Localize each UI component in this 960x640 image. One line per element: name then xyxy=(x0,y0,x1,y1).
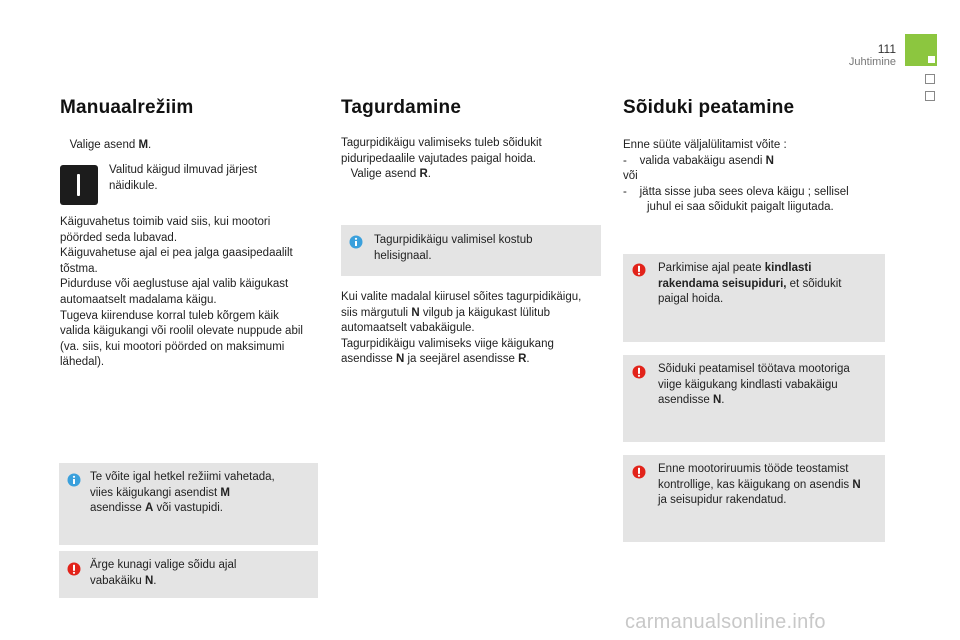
reverse-title: Tagurdamine xyxy=(341,97,462,118)
info-box-reverse-signal: Tagurpidikäigu valimisel kostub helisignaal. xyxy=(341,225,601,276)
section-label: Juhtimine xyxy=(848,56,896,68)
warning-icon xyxy=(632,465,646,479)
info-icon xyxy=(349,235,363,249)
stopping-title: Sõiduki peatamine xyxy=(623,97,795,118)
reverse-paragraph: Kui valite madalal kiirusel sõites tagurpidikäigu, siis märgutuli N vilgub ja käigukast lülitub automaatselt vabakäigule. Tagurpidikäigu valimiseks viige käigukang asendisse N ja seejärel asendisse R. xyxy=(341,291,582,366)
gear-display-image xyxy=(60,165,98,205)
warning-box-engine-bay: Enne mootoriruumis tööde teostamist kontrollige, kas käigukang on asendis N ja seisupidur rakendatud. xyxy=(623,455,885,542)
page-number: 111 xyxy=(877,42,896,56)
info-icon xyxy=(67,473,81,487)
stopping-intro: Enne süüte väljalülitamist võite : - valida vabakäigu asendi N või - jätta sisse juba sees oleva käigu ; sellisel juhul ei saa sõidukit paigalt liigutada. xyxy=(623,139,849,214)
warning-icon xyxy=(632,365,646,379)
warning-icon xyxy=(67,562,81,576)
warning-box-parking-brake: Parkimise ajal peate kindlasti rakendama seisupiduri, et sõidukit paigal hoida. xyxy=(623,254,885,342)
warning-icon xyxy=(632,263,646,277)
reverse-intro: Tagurpidikäigu valimiseks tuleb sõidukit piduripedaalile vajutades paigal hoida. Valige asend R. xyxy=(341,137,542,181)
gear-display-caption: Valitud käigud ilmuvad järjest näidikule. xyxy=(109,164,258,192)
warning-box-neutral: Ärge kunagi valige sõidu ajal vabakäiku N. xyxy=(59,551,318,598)
nav-square-1 xyxy=(925,74,935,84)
nav-square-2 xyxy=(925,91,935,101)
manual-mode-title: Manuaalrežiim xyxy=(60,97,194,118)
manual-step: Valige asend M. xyxy=(69,139,152,151)
manual-mode-paragraph: Käiguvahetus toimib vaid siis, kui mootori pöörded seda lubavad. Käiguvahetuse ajal ei pea jalga gaasipedaalilt tõstma. Pidurduse või aeglustuse ajal valib käigukast automaatselt madalama käigu. Tugeva kiirenduse korral tuleb kõrgem käik valida käigukangi või roolil olevate nuppude abil (va. siis, kui mootori pöörded on maksimumi lähedal). xyxy=(60,216,303,369)
watermark: carmanualsonline.info xyxy=(625,611,826,633)
section-tab-marker xyxy=(928,56,935,63)
info-box-mode-change: Te võite igal hetkel režiimi vahetada, viies käigukangi asendist M asendisse A või vastupidi. xyxy=(59,463,318,545)
warning-box-engine-running: Sõiduki peatamisel töötava mootoriga viige käigukang kindlasti vabakäigu asendisse N. xyxy=(623,355,885,442)
